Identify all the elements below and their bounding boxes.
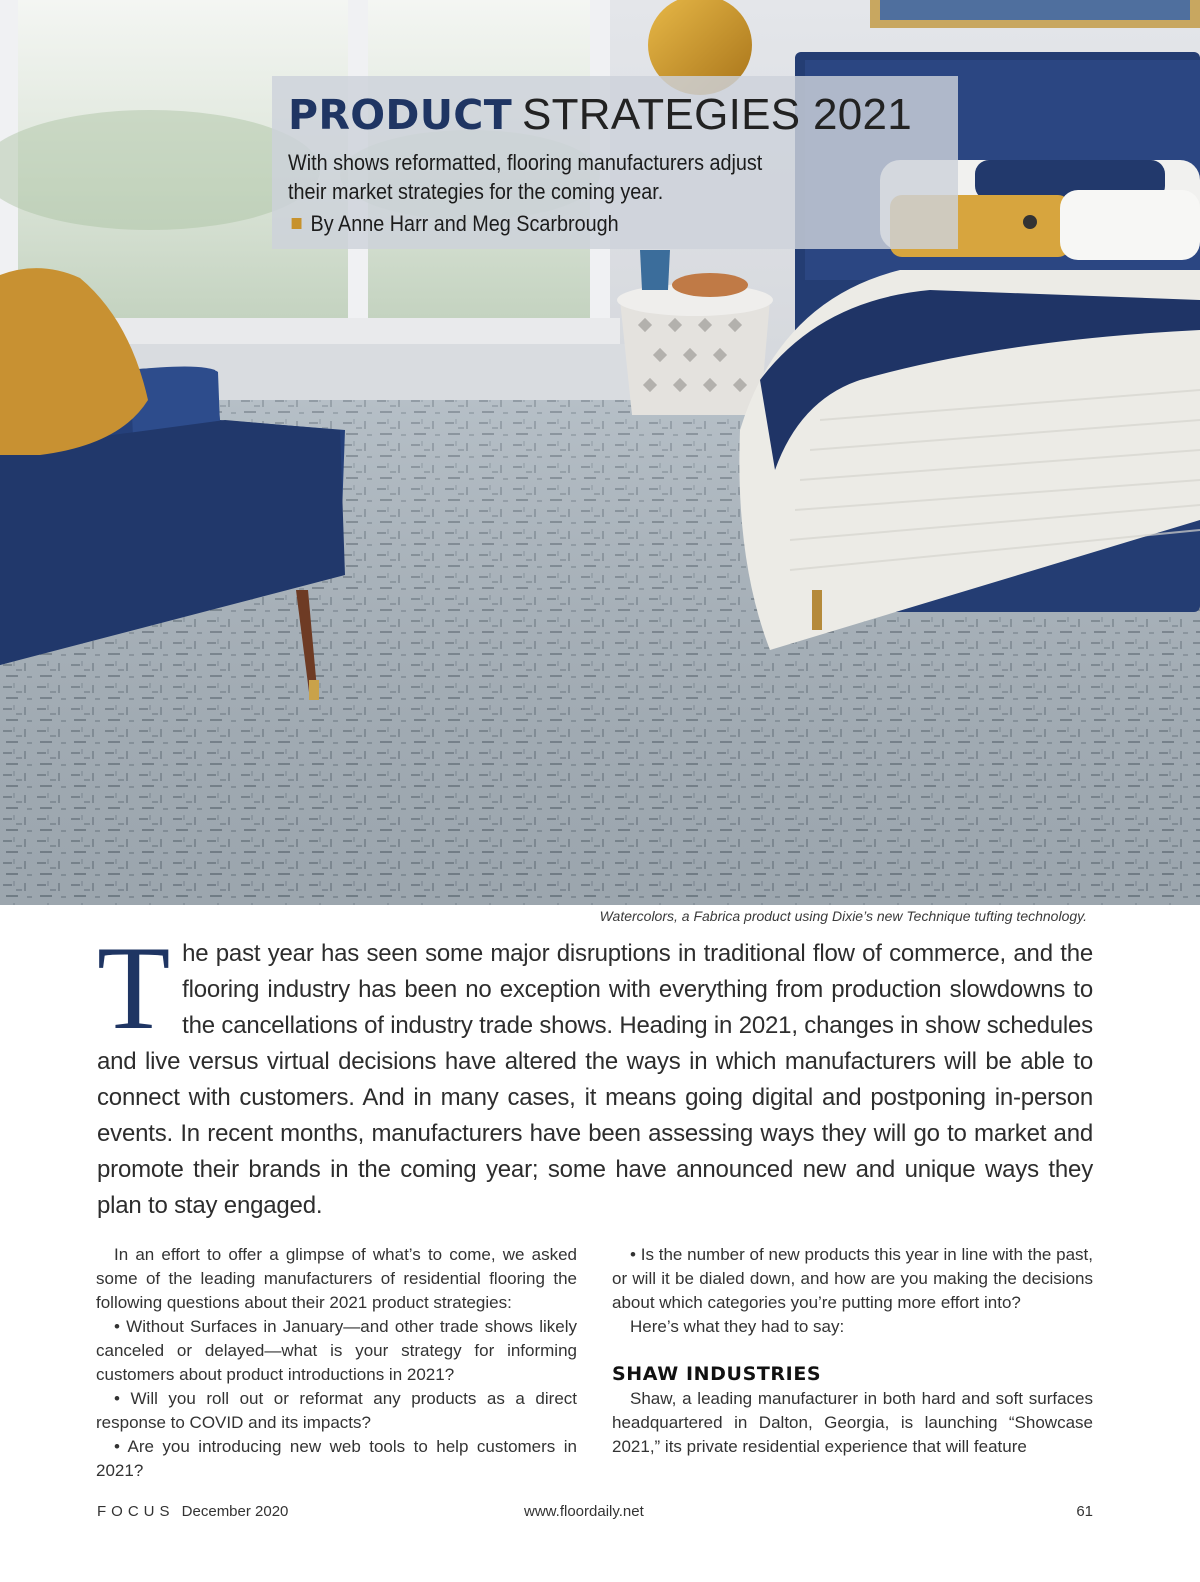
section-paragraph: Shaw, a leading manufacturer in both hard and soft surfaces headquartered in Dalton, Georgia, is launching “Showcase 2021,” its private residential experience that will feature <box>612 1389 1093 1456</box>
title-light: STRATEGIES 2021 <box>521 90 913 139</box>
footer-website: www.floordaily.net <box>524 1503 644 1520</box>
page-number: 61 <box>1076 1503 1093 1520</box>
title-strong: PRODUCT <box>288 91 512 139</box>
section-heading: SHAW INDUSTRIES <box>612 1363 822 1385</box>
article-deck: With shows reformatted, flooring manufacturers adjust their market strategies for the coming year. <box>288 150 763 204</box>
drop-cap: T <box>97 921 171 1054</box>
byline-text: By Anne Harr and Meg Scarbrough <box>310 211 619 236</box>
body-column-left <box>96 1243 577 1483</box>
article-byline <box>288 209 877 238</box>
footer-publication <box>97 1503 288 1520</box>
footer-focus: FOCUS <box>97 1503 175 1520</box>
headline-box <box>272 76 958 249</box>
question-item: • Are you introducing new web tools to help customers in 2021? <box>96 1437 577 1480</box>
question-item: • Without Surfaces in January—and other trade shows likely canceled or delayed—what is your strategy for informing customers about product introductions in 2021? <box>96 1317 577 1384</box>
page-footer <box>97 1503 1093 1527</box>
lead-text: he past year has seen some major disruptions in traditional flow of commerce, and the flooring industry has been no exception with everything from production slowdowns to the cancellations of industry trade shows. Heading in 2021, changes in show schedules and live versus virtual decisions have altered the ways in which manufacturers will be able to connect with customers. And in many cases, it means going digital and postponing in-person events. In recent months, manufacturers have been assessing ways they will go to market and promote their brands in the coming year; some have announced new and unique ways they plan to stay engaged. <box>97 940 1093 1219</box>
body-column-right <box>612 1243 1093 1459</box>
lead-paragraph <box>97 921 1093 1224</box>
question-item: • Will you roll out or reformat any products as a direct response to COVID and its impacts? <box>96 1389 577 1432</box>
footer-issue: December 2020 <box>181 1503 289 1520</box>
transition-paragraph: Here’s what they had to say: <box>630 1317 845 1336</box>
byline-square-icon <box>292 218 302 229</box>
photo-caption: Watercolors, a Fabrica product using Dixie’s new Technique tufting technology. <box>599 908 1087 924</box>
article-title <box>288 90 942 140</box>
question-item: • Is the number of new products this year in line with the past, or will it be dialed down, and how are you making the decisions about which categories you’re putting more effort into? <box>612 1245 1093 1312</box>
intro-paragraph: In an effort to offer a glimpse of what’s to come, we asked some of the leading manufacturers of residential flooring the following questions about their 2021 product strategies: <box>96 1245 577 1312</box>
